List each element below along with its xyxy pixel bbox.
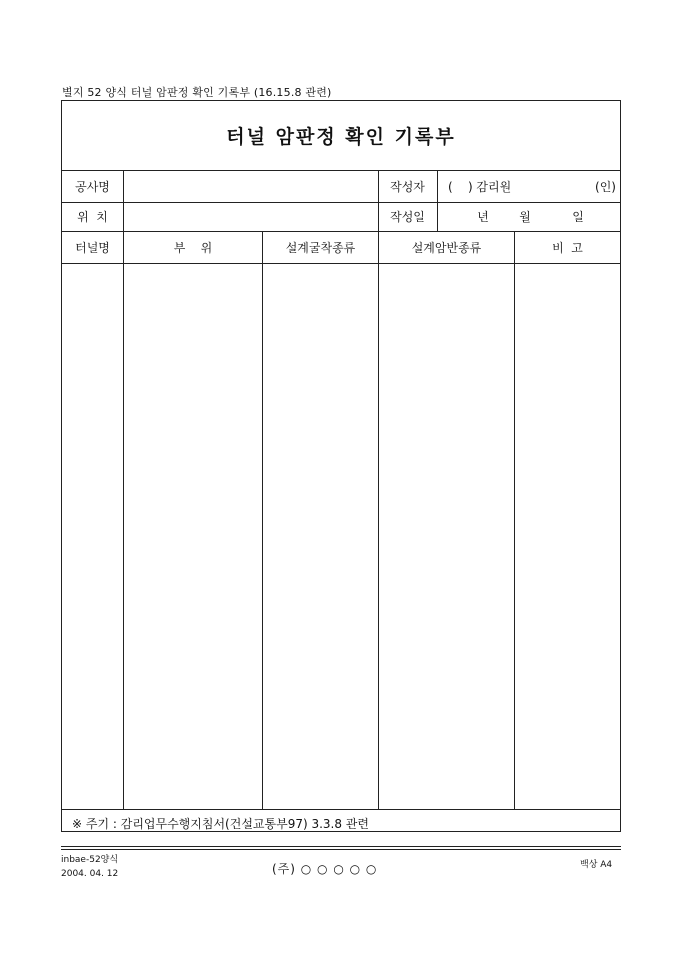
body-cell-section[interactable] <box>124 264 262 809</box>
seal-mark: (인) <box>595 179 616 194</box>
date-year[interactable]: 년 <box>477 210 489 224</box>
body-cell-tunnel[interactable] <box>62 264 123 809</box>
body-cell-excavation[interactable] <box>263 264 378 809</box>
author-label: 작성자 <box>390 179 425 194</box>
footer-rule-bottom <box>61 849 621 850</box>
project-field[interactable] <box>124 170 378 202</box>
body-cell-remarks[interactable] <box>515 264 620 809</box>
form-title: 터널 암판정 확인 기록부 <box>226 126 456 148</box>
author-field[interactable]: ( ) 감리원 <box>448 179 512 194</box>
project-label: 공사명 <box>75 179 110 194</box>
record-form <box>61 100 621 832</box>
column-header-rock: 설계암반종류 <box>411 240 482 255</box>
column-header-excavation: 설계굴착종류 <box>285 240 356 255</box>
note-divider <box>62 809 620 810</box>
date-day[interactable]: 일 <box>572 210 584 224</box>
column-header-remarks: 비 고 <box>552 240 583 255</box>
date-label: 작성일 <box>390 210 425 224</box>
body-cell-rock[interactable] <box>379 264 514 809</box>
footer-paper-size: 백상 A4 <box>580 860 613 870</box>
location-label: 위 치 <box>77 210 108 224</box>
column-header-section: 부 위 <box>173 240 213 255</box>
column-header-tunnel: 터널명 <box>75 240 110 255</box>
footer-company: (주) ○ ○ ○ ○ ○ <box>272 862 378 876</box>
form-note: ※ 주기 : 감리업무수행지침서(건설교통부97) 3.3.8 관련 <box>72 817 369 831</box>
form-caption: 별지 52 양식 터널 암판정 확인 기록부 (16.15.8 관련) <box>62 86 332 99</box>
footer-date: 2004. 04. 12 <box>61 869 119 879</box>
footer-rule-top <box>61 846 621 847</box>
title-row <box>62 101 620 171</box>
footer-form-code: inbae-52양식 <box>61 855 119 865</box>
col-divider-author-value <box>437 170 438 231</box>
location-field[interactable] <box>124 202 378 231</box>
date-month[interactable]: 월 <box>519 210 531 224</box>
